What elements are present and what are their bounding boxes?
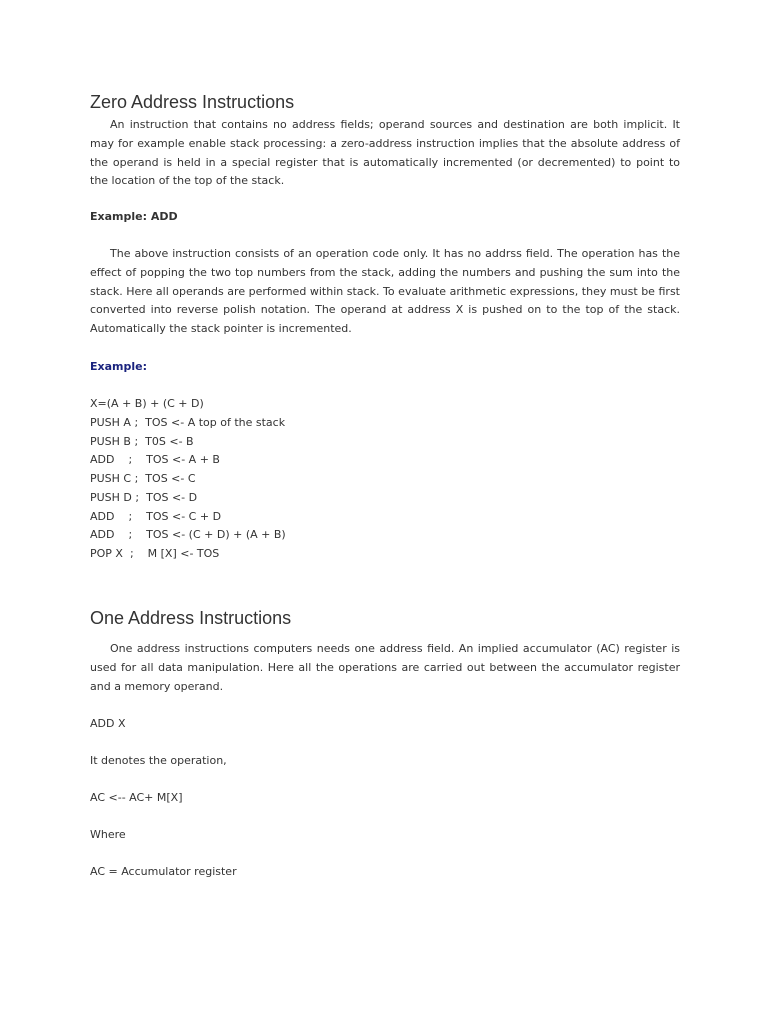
- code-line: POP X ; M [X] <- TOS: [90, 547, 220, 560]
- example-label: Example:: [90, 360, 147, 373]
- operation-text: AC <-- AC+ M[X]: [90, 791, 183, 804]
- one-address-heading: One Address Instructions: [90, 608, 292, 628]
- stack-code-listing: [90, 395, 680, 564]
- one-address-intro: One address instructions computers needs one address field. An implied accumulator (AC) register is used for all data manipulation. Here all the operations are carried out between the accumulator register and a memory operand.: [90, 642, 680, 693]
- code-line: PUSH A ; TOS <- A top of the stack: [90, 415, 286, 429]
- code-line: ADD ; TOS <- A + B: [90, 453, 220, 467]
- code-line: PUSH B ; T0S <- B: [90, 434, 194, 448]
- code-line: PUSH D ; TOS <- D: [90, 490, 198, 504]
- zero-address-explanation: The above instruction consists of an operation code only. It has no addrss field. The operation has the effect of popping the two top numbers from the stack, adding the numbers and pushing the sum into the stack. Here all operands are performed within stack. To evaluate arithmetic expressions, they must be first converted into reverse polish notation. The operand at address X is pushed on to the top of the stack. Automatically the stack pointer is incremented.: [90, 247, 680, 335]
- add-x-instruction: ADD X: [90, 717, 126, 730]
- code-line: X=(A + B) + (C + D): [90, 397, 204, 410]
- ac-definition: AC = Accumulator register: [90, 865, 237, 878]
- zero-address-heading: Zero Address Instructions: [90, 92, 295, 112]
- denotes-text: It denotes the operation,: [90, 754, 227, 767]
- code-line: ADD ; TOS <- (C + D) + (A + B): [90, 528, 286, 542]
- code-line: ADD ; TOS <- C + D: [90, 509, 222, 523]
- example-add-label: Example: ADD: [90, 210, 178, 223]
- where-text: Where: [90, 828, 126, 841]
- code-line: PUSH C ; TOS <- C: [90, 472, 196, 485]
- zero-address-intro: An instruction that contains no address fields; operand sources and destination are both implicit. It may for example enable stack processing: a zero-address instruction implies that the absolute address of the operand is held in a special register that is automatically incremented (or decremented) to point to the location of the top of the stack.: [90, 118, 680, 188]
